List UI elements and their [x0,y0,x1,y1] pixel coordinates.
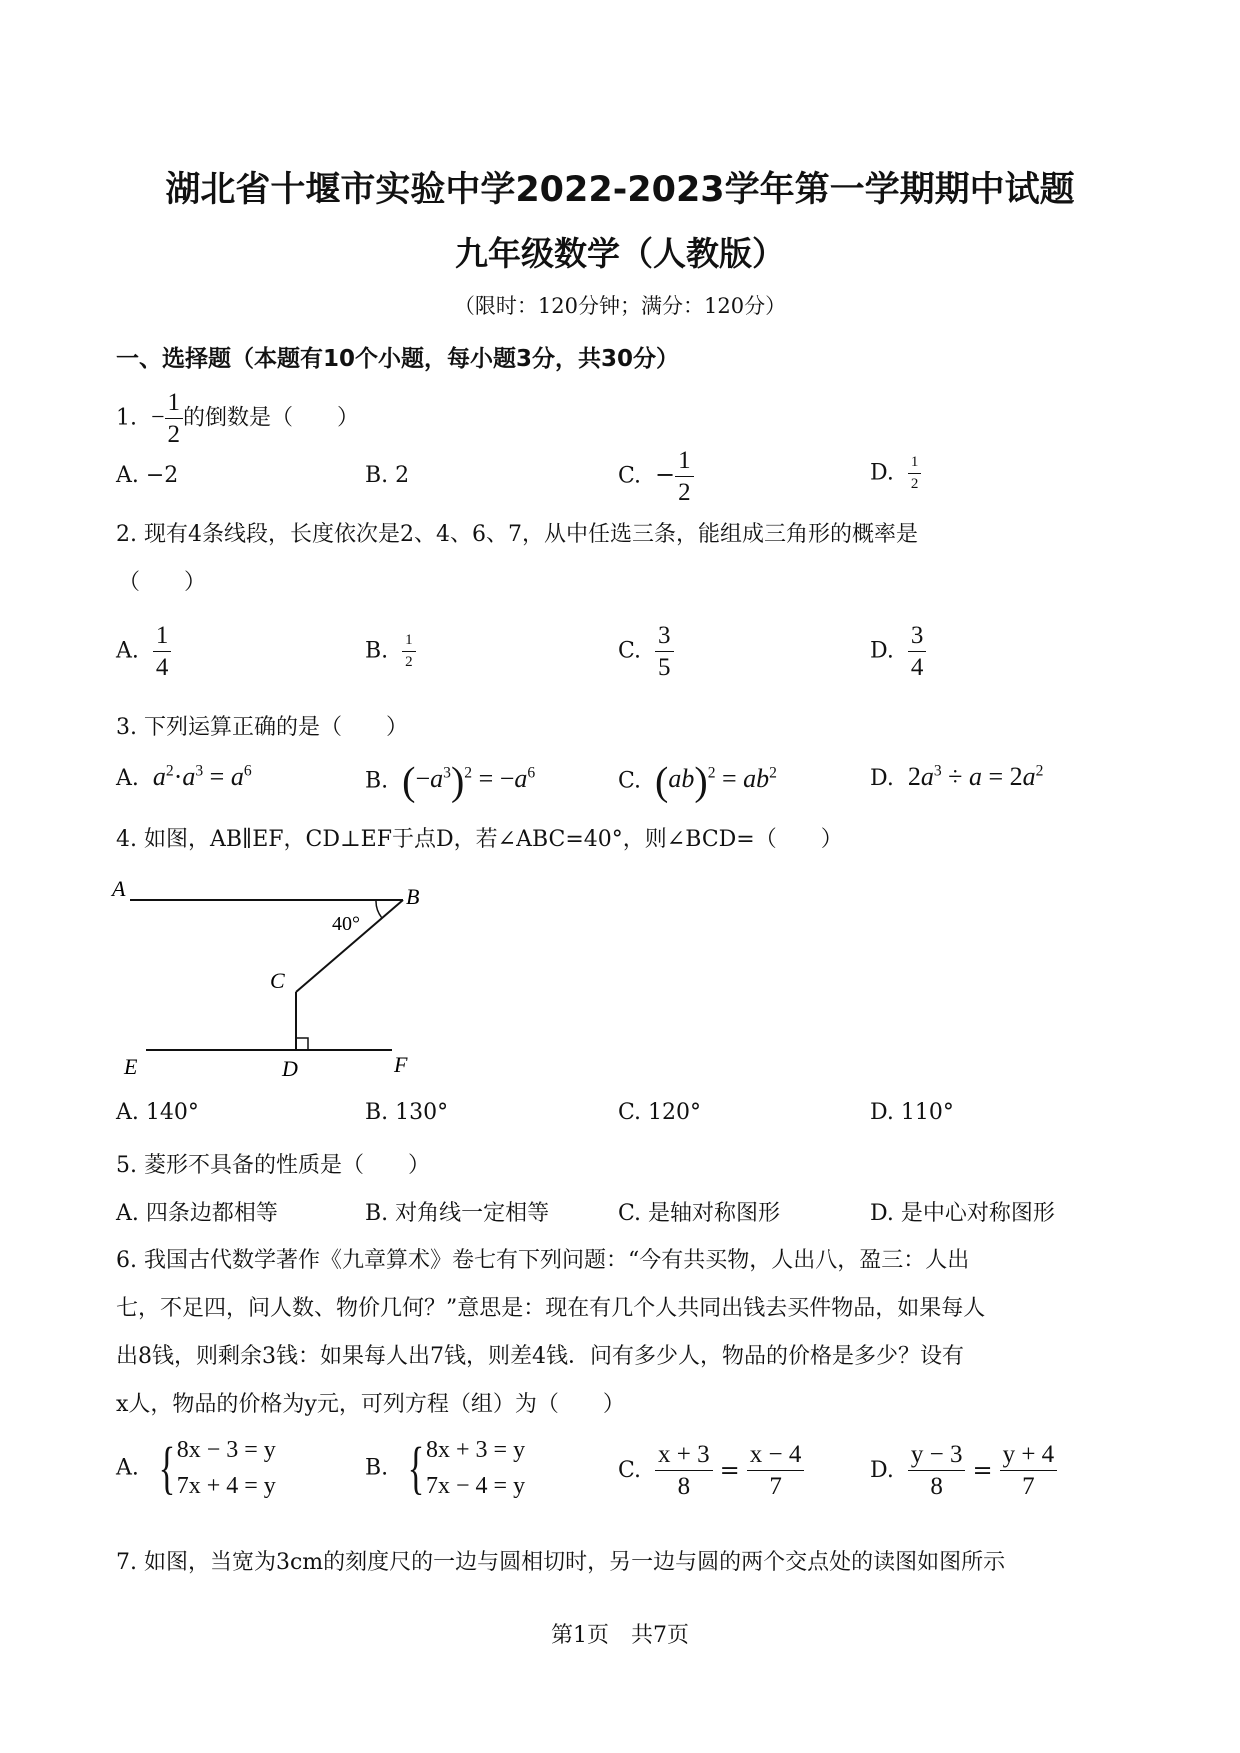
q5-option-d: D. 是中心对称图形 [870,1201,1055,1226]
question-2: 2. 现有4条线段，长度依次是2、4、6、7，从中任选三条，能组成三角形的概率是 [116,522,918,547]
q1-option-d: D. $\frac{1}{2}$ [870,455,921,492]
question-7: 7. 如图，当宽为3cm的刻度尺的一边与圆相切时，另一边与圆的两个交点处的读图如图所示 [116,1550,1006,1575]
label-c: C [270,968,285,993]
q3-option-d: D. $2a^3 \div a = 2a^2$ [870,762,1044,791]
page-footer: 第1页 共7页 [551,1623,689,1648]
q6-option-a: A. { 8x − 3 = y 7x + 4 = y [116,1435,276,1500]
q5-option-b: B. 对角线一定相等 [365,1201,550,1226]
q3-option-a: A. $a^2\cdot a^3 = a^6$ [116,762,252,791]
question-6-line-4: x人，物品的价格为y元，可列方程（组）为（ ） [116,1392,625,1417]
label-a: A [112,876,126,901]
exam-subtitle: 九年级数学（人教版） [455,234,785,273]
label-e: E [124,1054,138,1079]
q1-option-c: C. − $\frac{1}{2}$ [618,448,694,505]
q1-text: 的倒数是（ ） [183,405,360,431]
question-4: 4. 如图，AB∥EF，CD⊥EF于点D，若∠ABC=40°，则∠BCD=（ ） [116,827,843,852]
section-heading: 一、选择题（本题有10个小题，每小题3分，共30分） [116,346,680,372]
q3-option-c: C. $(ab)^2 = ab^2$ [618,759,777,804]
q2-option-d: D. $\frac{3}{4}$ [870,623,926,680]
question-6-line-2: 七，不足四，问人数、物价几何？”意思是：现在有几个人共同出钱去买件物品，如果每人 [116,1296,986,1321]
q4-option-b: B. 130° [365,1100,449,1125]
q4-option-a: A. 140° [116,1100,199,1125]
q4-option-c: C. 120° [618,1100,702,1125]
q5-option-a: A. 四条边都相等 [116,1201,278,1226]
q1-option-b: B. 2 [365,463,410,488]
q2-option-a: A. $\frac{1}{4}$ [116,623,171,680]
label-f: F [394,1052,408,1077]
q6-option-d: D. $\frac{y - 3}{8}$ = $\frac{y + 4}{7}$ [870,1442,1057,1499]
question-1 [116,390,359,447]
exam-info: （限时：120分钟；满分：120分） [453,294,787,318]
angle-label: 40° [332,913,360,935]
q6-option-c: C. $\frac{x + 3}{8}$ = $\frac{x - 4}{7}$ [618,1442,804,1499]
q2-option-c: C. $\frac{3}{5}$ [618,623,674,680]
q4-figure [110,870,430,1090]
exam-title: 湖北省十堰市实验中学2022-2023学年第一学期期中试题 [165,170,1075,210]
q3-option-b: B. $(-a^3)^2 = -a^6$ [365,759,536,804]
question-6-line-3: 出8钱，则剩余3钱：如果每人出7钱，则差4钱．问有多少人，物品的价格是多少？设有 [116,1344,964,1369]
q1-number: 1. [116,405,137,431]
q5-option-c: C. 是轴对称图形 [618,1201,781,1226]
question-3: 3. 下列运算正确的是（ ） [116,715,408,740]
question-5: 5. 菱形不具备的性质是（ ） [116,1153,430,1178]
q1-minus: − [151,404,165,431]
q2-option-b: B. $\frac{1}{2}$ [365,633,416,670]
q1-option-a: A. −2 [116,463,179,488]
q2-blank: （ ） [118,570,207,595]
q1-fraction: $\frac{1}{2}$ [165,390,184,447]
label-d: D [282,1056,298,1081]
label-b: B [406,884,420,909]
question-6-line-1: 6. 我国古代数学著作《九章算术》卷七有下列问题：“今有共买物，人出八，盈三：人出 [116,1248,970,1273]
q4-option-d: D. 110° [870,1100,954,1125]
q6-option-b: B. { 8x + 3 = y 7x − 4 = y [365,1435,526,1500]
